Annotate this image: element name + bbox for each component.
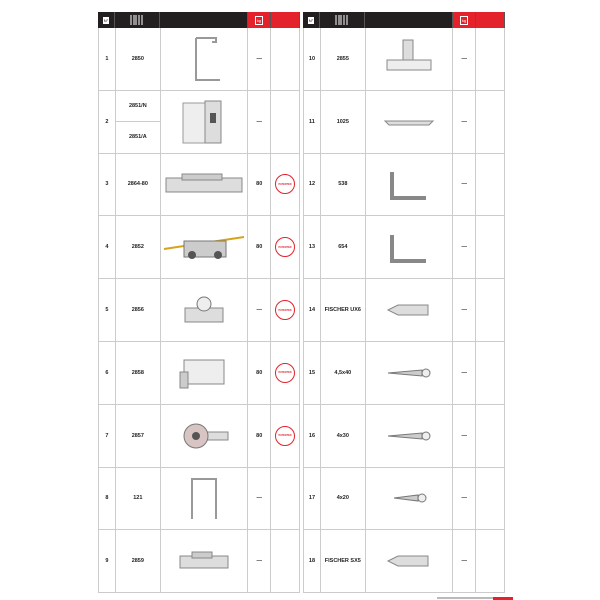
- patent-cell: [476, 91, 505, 153]
- barcode-icon: [320, 12, 365, 28]
- item-number: 2: [99, 91, 116, 153]
- patent-cell: [476, 28, 505, 90]
- wrench-image: [366, 91, 454, 153]
- patent-cell: [271, 530, 300, 592]
- max-weight: —: [453, 154, 476, 216]
- table-row: [303, 468, 505, 531]
- patented-stamp: PATENTED: [275, 426, 295, 446]
- item-number: 10: [304, 28, 321, 90]
- product-code: 1025: [321, 91, 366, 153]
- product-code: 2858: [116, 342, 161, 404]
- max-weight: 80: [248, 216, 271, 278]
- product-code: 4x20: [321, 468, 366, 530]
- max-weight: —: [453, 216, 476, 278]
- max-weight: —: [453, 91, 476, 153]
- trolley-image: [161, 216, 249, 278]
- product-code: FISCHER SX5: [321, 530, 366, 592]
- table-row: [303, 342, 505, 405]
- patent-cell: [476, 154, 505, 216]
- patent-cell: [476, 342, 505, 404]
- hexkey-image: [366, 154, 454, 216]
- product-code: 121: [116, 468, 161, 530]
- product-code: 2852: [116, 216, 161, 278]
- wheel-image: [161, 405, 249, 467]
- image-header: [160, 12, 248, 28]
- cover-image: [161, 91, 249, 153]
- item-number: 18: [304, 530, 321, 592]
- max-weight: —: [248, 279, 271, 341]
- anchor-image: [366, 279, 454, 341]
- max-weight: —: [453, 279, 476, 341]
- item-number: 4: [99, 216, 116, 278]
- item-number: 9: [99, 530, 116, 592]
- profile-image: [161, 28, 249, 90]
- max-weight: —: [453, 405, 476, 467]
- parts-table-left: [98, 12, 300, 593]
- number-header: N°: [98, 12, 115, 28]
- max-weight: —: [248, 28, 271, 90]
- product-code: 538: [321, 154, 366, 216]
- item-number: 3: [99, 154, 116, 216]
- guide-image: [161, 279, 249, 341]
- weight-icon: kg: [453, 12, 476, 28]
- patented-stamp: PATENTED: [275, 363, 295, 383]
- patent-cell: [271, 279, 300, 341]
- max-weight: 80: [248, 154, 271, 216]
- table-row: [98, 154, 300, 217]
- stopper-image: [161, 342, 249, 404]
- patent-cell: [271, 216, 300, 278]
- table-row: [98, 28, 300, 91]
- pin-image: [366, 28, 454, 90]
- table-row: [303, 216, 505, 279]
- channel-image: [161, 468, 249, 530]
- anchor-image: [366, 530, 454, 592]
- max-weight: 80: [248, 342, 271, 404]
- item-number: 11: [304, 91, 321, 153]
- product-code: 2855: [321, 28, 366, 90]
- patent-header: [271, 12, 300, 28]
- table-row: [98, 342, 300, 405]
- plate-image: [161, 530, 249, 592]
- patent-cell: [271, 468, 300, 530]
- table-row: [98, 468, 300, 531]
- product-code: 2864-80: [116, 154, 161, 216]
- product-code: 4,5x40: [321, 342, 366, 404]
- hexkey-image: [366, 216, 454, 278]
- max-weight: 80: [248, 405, 271, 467]
- product-code: 4x30: [321, 405, 366, 467]
- item-number: 17: [304, 468, 321, 530]
- table-row: [303, 279, 505, 342]
- item-number: 5: [99, 279, 116, 341]
- item-number: 15: [304, 342, 321, 404]
- item-number: 8: [99, 468, 116, 530]
- item-number: 6: [99, 342, 116, 404]
- product-code: 2857: [116, 405, 161, 467]
- max-weight: —: [248, 91, 271, 153]
- product-code: 2856: [116, 279, 161, 341]
- product-code: 2859: [116, 530, 161, 592]
- product-code: 2850: [116, 28, 161, 90]
- patent-cell: [271, 91, 300, 153]
- max-weight: —: [453, 468, 476, 530]
- table-header: [98, 12, 300, 28]
- product-code: 654: [321, 216, 366, 278]
- patented-stamp: PATENTED: [275, 174, 295, 194]
- image-header: [365, 12, 453, 28]
- patent-cell: [476, 279, 505, 341]
- max-weight: —: [248, 530, 271, 592]
- table-row: [98, 405, 300, 468]
- patent-cell: [476, 468, 505, 530]
- patent-cell: [476, 530, 505, 592]
- max-weight: —: [248, 468, 271, 530]
- table-row: [303, 91, 505, 154]
- screw-image: [366, 342, 454, 404]
- max-weight: —: [453, 530, 476, 592]
- parts-table-right: [303, 12, 505, 593]
- patent-cell: [271, 154, 300, 216]
- patented-stamp: PATENTED: [275, 237, 295, 257]
- item-number: 14: [304, 279, 321, 341]
- patent-cell: [271, 405, 300, 467]
- product-code: 2851/N 2851/A: [116, 91, 161, 153]
- product-code: FISCHER UX6: [321, 279, 366, 341]
- table-row: [98, 279, 300, 342]
- patent-cell: [476, 405, 505, 467]
- item-number: 13: [304, 216, 321, 278]
- patent-header: [476, 12, 505, 28]
- table-row: [98, 216, 300, 279]
- max-weight: —: [453, 342, 476, 404]
- table-row: [303, 154, 505, 217]
- screw-image: [366, 405, 454, 467]
- number-header: N°: [303, 12, 320, 28]
- item-number: 12: [304, 154, 321, 216]
- weight-icon: kg: [248, 12, 271, 28]
- table-row: [98, 91, 300, 154]
- carriage-image: [161, 154, 249, 216]
- table-row: [303, 405, 505, 468]
- table-row: [303, 530, 505, 593]
- barcode-icon: [115, 12, 160, 28]
- patent-cell: [476, 216, 505, 278]
- item-number: 16: [304, 405, 321, 467]
- table-row: [303, 28, 505, 91]
- item-number: 1: [99, 28, 116, 90]
- item-number: 7: [99, 405, 116, 467]
- table-header: [303, 12, 505, 28]
- patent-cell: [271, 342, 300, 404]
- max-weight: —: [453, 28, 476, 90]
- footer-line: [437, 597, 493, 599]
- table-row: [98, 530, 300, 593]
- patent-cell: [271, 28, 300, 90]
- patented-stamp: PATENTED: [275, 300, 295, 320]
- screwshort-image: [366, 468, 454, 530]
